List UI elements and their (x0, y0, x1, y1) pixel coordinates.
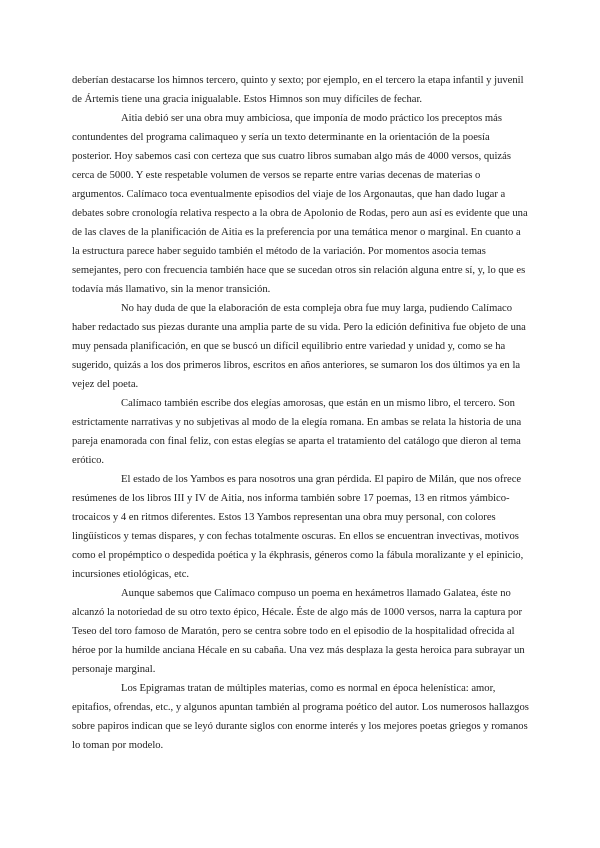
body-text (72, 71, 530, 755)
paragraph-yambos: El estado de los Yambos es para nosotros una gran pérdida. El papiro de Milán, que nos ofrece resúmenes de los libros III y IV de Aitia, nos informa también sobre 17 poemas, 13 en ritmos yámbico-trocaicos y 4 en ritmos diferentes. Estos 13 Yambos representan una obra muy personal, con colores lingüísticos y temas dispares, y con fechas totalmente oscuras. En ellos se encuentran invectivas, motivos como el propémptico o despedida poética y la ékphrasis, géneros como la fábula moralizante y el epinicio, incursiones etiológicas, etc. (72, 474, 524, 580)
paragraph-hecale: Aunque sabemos que Calímaco compuso un poema en hexámetros llamado Galatea, éste no alcanzó la notoriedad de su otro texto épico, Hécale. Éste de algo más de 1000 versos, narra la captura por Teseo del toro famoso de Maratón, pero se centra sobre todo en el episodio de la hospitalidad ofrecida al héroe por la humilde anciana Hécale en su cabaña. Una vez más desplaza la gesta heroica para subrayar un personaje marginal. (72, 588, 525, 675)
paragraph-epigramas: Los Epigramas tratan de múltiples materias, como es normal en época helenística: amor, epitafios, ofrendas, etc., y algunos apuntan también al programa poético del autor. Los numerosos hallazgos sobre papiros indican que se leyó durante siglos con enorme interés y los mejores poetas griegos y romanos lo toman por modelo. (72, 683, 529, 751)
paragraph-elaboracion: No hay duda de que la elaboración de esta compleja obra fue muy larga, pudiendo Calímaco haber redactado sus piezas durante una amplia parte de su vida. Pero la edición definitiva fue objeto de una muy pensada planificación, en que se buscó un difícil equilibrio entre variedad y unidad y, como se ha sugerido, quizás a los dos primeros libros, escritos en años anteriores, se sumaron los dos últimos ya en la vejez del poeta. (72, 303, 526, 390)
paragraph-aitia: Aitia debió ser una obra muy ambiciosa, que imponía de modo práctico los preceptos más contundentes del programa calimaqueo y sería un texto determinante en la orientación de la poesía posterior. Hoy sabemos casi con certeza que sus cuatro libros sumaban algo más de 4000 versos, quizás cerca de 5000. Y este respetable volumen de versos se reparte entre varias decenas de materias o argumentos. Calímaco toca eventualmente episodios del viaje de los Argonautas, que han dado lugar a debates sobre cronología relativa respecto a la obra de Apolonio de Rodas, pero aun así es evidente que una de las claves de la planificación de Aitia es la preferencia por una temática menor o marginal. En cuanto a la estructura parece haber seguido también el método de la variación. Por momentos asocia temas semejantes, pero con frecuencia también hace que se sucedan otros sin relación alguna entre sí, y, lo que es todavía más llamativo, sin la menor transición. (72, 113, 528, 295)
paragraph-himnos-continuation: deberían destacarse los himnos tercero, quinto y sexto; por ejemplo, en el tercero la etapa infantil y juvenil de Ártemis tiene una gracia inigualable. Estos Himnos son muy difíciles de fechar. (72, 75, 524, 105)
paragraph-elegias: Calímaco también escribe dos elegías amorosas, que están en un mismo libro, el tercero. Son estrictamente narrativas y no subjetivas al modo de la elegía romana. En ambas se relata la historia de una pareja enamorada con final feliz, con estas elegías se aparta el tratamiento del catálogo que dieron al tema erótico. (72, 398, 522, 466)
